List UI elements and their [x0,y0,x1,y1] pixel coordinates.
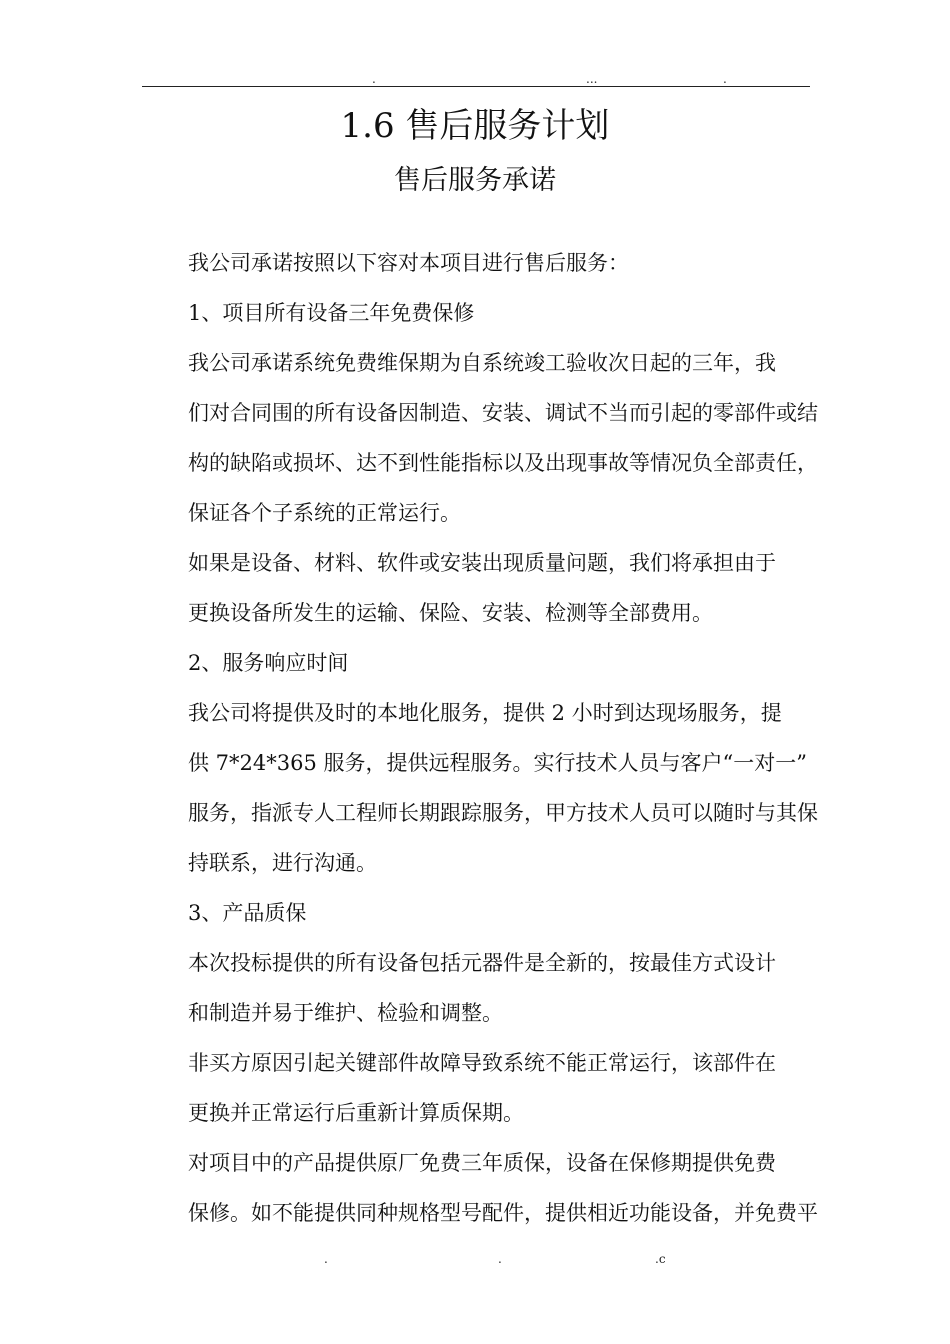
text-line: 保证各个子系统的正常运行。 [188,501,461,525]
text-line: 们对合同围的所有设备因制造、安装、调试不当而引起的零部件或结 [188,401,818,425]
text-line: 如果是设备、材料、软件或安装出现质量问题，我们将承担由于 [188,551,776,575]
footer-mark-center: . [498,1252,502,1266]
header-rule [142,86,810,87]
text-line: 3、产品质保 [188,901,307,925]
text-line: 我公司承诺系统免费维保期为自系统竣工验收次日起的三年，我 [188,351,776,375]
text-line: 对项目中的产品提供原厂免费三年质保，设备在保修期提供免费 [188,1151,776,1175]
header-mark-left: . [372,72,376,86]
header-mark-right: . [723,72,727,86]
footer-mark-left: . [324,1252,328,1266]
text-line: 我公司承诺按照以下容对本项目进行售后服务： [188,251,629,275]
paragraph-quality-costs [146,538,810,638]
header-mark-center: ... [586,72,598,86]
heading-response-time [146,638,810,688]
text-line: 更换设备所发生的运输、保险、安装、检测等全部费用。 [188,601,713,625]
text-line: 我公司将提供及时的本地化服务，提供 2 小时到达现场服务，提 [188,701,782,725]
paragraph-new-equipment [146,938,810,1038]
text-line: 持联系，进行沟通。 [188,851,377,875]
heading-product-warranty [146,888,810,938]
text-line: 构的缺陷或损坏、达不到性能指标以及出现事故等情况负全部责任， [188,451,818,475]
paragraph-response-service [146,688,818,888]
footer-mark-right: .c [655,1252,666,1266]
paragraph-fault-reset [146,1038,810,1138]
section-subtitle: 售后服务承诺 [394,165,556,196]
paragraph-warranty-scope [146,338,818,538]
text-line: 更换并正常运行后重新计算质保期。 [188,1101,524,1125]
text-line: 2、服务响应时间 [188,651,349,675]
heading-warranty [146,288,810,338]
text-line: 供 7*24*365 服务，提供远程服务。实行技术人员与客户“一对一” [188,751,807,775]
text-line: 服务，指派专人工程师长期跟踪服务，甲方技术人员可以随时与其保 [188,801,818,825]
text-line: 保修。如不能提供同种规格型号配件，提供相近功能设备，并免费平 [188,1201,818,1225]
document-body [146,238,818,1238]
page-title: 1.6 售后服务计划 [340,106,610,146]
text-line: 和制造并易于维护、检验和调整。 [188,1001,503,1025]
paragraph-intro [146,238,810,288]
text-line: 本次投标提供的所有设备包括元器件是全新的，按最佳方式设计 [188,951,776,975]
text-line: 1、项目所有设备三年免费保修 [188,301,475,325]
text-line: 非买方原因引起关键部件故障导致系统不能正常运行，该部件在 [188,1051,776,1075]
paragraph-oem-warranty [146,1138,818,1238]
